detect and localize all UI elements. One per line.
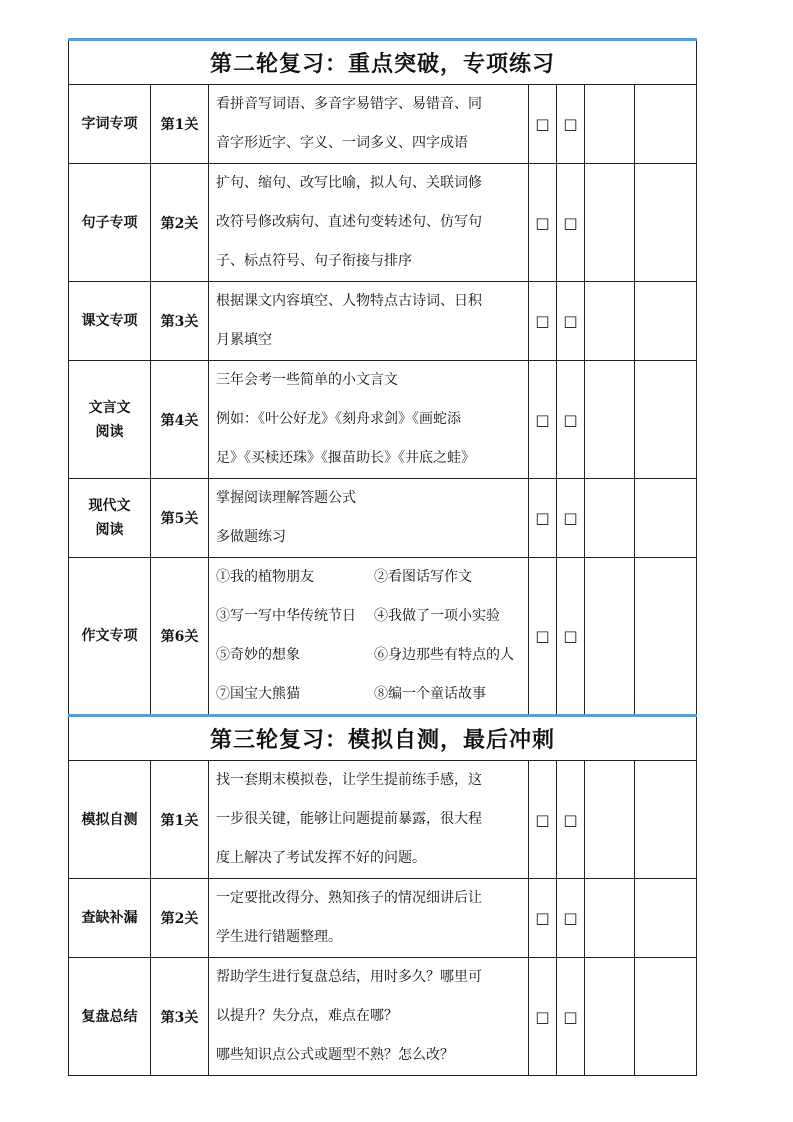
checkbox[interactable]: □: [529, 958, 557, 1076]
content-cell: [209, 879, 529, 958]
level-cell: 第2关: [151, 879, 209, 958]
checkbox[interactable]: □: [529, 558, 557, 716]
essay-topic: ⑦国宝大熊猫: [216, 686, 300, 702]
topic-pair: [216, 636, 522, 675]
content-line: 例如：《叶公好龙》《刻舟求剑》《画蛇添: [216, 411, 461, 427]
checkbox[interactable]: □: [557, 558, 585, 716]
section-title: 第三轮复习：模拟自测，最后冲刺: [69, 716, 697, 761]
essay-topic: ⑧编一个童话故事: [374, 686, 486, 702]
table-row: [69, 85, 697, 164]
table-row: [69, 479, 697, 558]
essay-topic: ⑤奇妙的想象: [216, 647, 300, 663]
essay-topic: ⑥身边那些有特点的人: [374, 647, 514, 663]
checkbox[interactable]: □: [529, 164, 557, 282]
category-label-part: 阅读: [95, 522, 124, 538]
level-cell: 第6关: [151, 558, 209, 716]
content-cell: [209, 958, 529, 1076]
checkbox[interactable]: □: [557, 164, 585, 282]
content-cell: [209, 85, 529, 164]
topic-pair: [216, 597, 522, 636]
category-cell: [69, 761, 151, 879]
checkbox[interactable]: □: [529, 761, 557, 879]
content-line: 找一套期末模拟卷，让学生提前练手感，这: [216, 772, 482, 788]
content-line: 月累填空: [216, 332, 272, 348]
table-row: [69, 282, 697, 361]
content-line: 帮助学生进行复盘总结，用时多久？哪里可: [216, 969, 482, 985]
blank-cell: [585, 761, 635, 879]
content-line: 度上解决了考试发挥不好的问题。: [216, 850, 426, 866]
level-cell: 第4关: [151, 361, 209, 479]
checkbox[interactable]: □: [529, 282, 557, 361]
content-cell: [209, 282, 529, 361]
content-cell: [209, 164, 529, 282]
section-title-row: [69, 40, 697, 85]
content-line: 看拼音写词语、多音字易错字、易错音、同: [216, 96, 482, 112]
checkbox[interactable]: □: [557, 85, 585, 164]
topic-pair: [216, 675, 522, 714]
content-line: 改符号修改病句、直述句变转述句、仿写句: [216, 214, 482, 230]
content-cell: [209, 558, 529, 716]
level-cell: 第5关: [151, 479, 209, 558]
checkbox[interactable]: □: [529, 479, 557, 558]
content-line: 根据课文内容填空、人物特点古诗词、日积: [216, 293, 482, 309]
level-cell: 第1关: [151, 85, 209, 164]
category-cell: [69, 479, 151, 558]
blank-cell: [585, 282, 635, 361]
content-line: 扩句、缩句、改写比喻，拟人句、关联词修: [216, 175, 482, 191]
table-row: [69, 361, 697, 479]
category-cell: [69, 282, 151, 361]
category-label-part: 阅读: [95, 423, 124, 440]
essay-topic: ④我做了一项小实验: [374, 608, 500, 624]
category-cell: [69, 361, 151, 479]
blank-cell: [635, 558, 697, 716]
checkbox[interactable]: □: [557, 361, 585, 479]
table-row: [69, 958, 697, 1076]
review-plan-sheet: [68, 38, 696, 1076]
content-cell: [209, 479, 529, 558]
category-label: 课文专项: [81, 313, 138, 329]
blank-cell: [585, 558, 635, 716]
category-label-part: 现代文: [88, 498, 131, 514]
table-row: [69, 761, 697, 879]
table-row: [69, 879, 697, 958]
blank-cell: [635, 164, 697, 282]
content-line: 学生进行错题整理。: [216, 929, 342, 945]
checkbox[interactable]: □: [529, 879, 557, 958]
category-label: 模拟自测: [81, 811, 138, 828]
blank-cell: [635, 361, 697, 479]
level-cell: 第2关: [151, 164, 209, 282]
checkbox[interactable]: □: [557, 761, 585, 879]
level-cell: 第1关: [151, 761, 209, 879]
topic-pair: [216, 558, 522, 597]
checkbox[interactable]: □: [557, 879, 585, 958]
category-label: 作文专项: [81, 628, 138, 644]
content-line: 掌握阅读理解答题公式: [216, 490, 356, 506]
content-line: 足》《买椟还珠》《揠苗助长》《井底之蛙》: [216, 450, 475, 466]
checkbox[interactable]: □: [557, 282, 585, 361]
blank-cell: [635, 85, 697, 164]
blank-cell: [585, 879, 635, 958]
category-label: 查缺补漏: [81, 910, 138, 926]
category-cell: [69, 164, 151, 282]
category-label: 句子专项: [81, 214, 138, 231]
category-cell: [69, 85, 151, 164]
content-line: 以提升？失分点，难点在哪？: [216, 1008, 398, 1024]
category-label-part: 文言文: [88, 399, 131, 416]
review-table: [68, 38, 697, 1076]
essay-topic: ①我的植物朋友: [216, 569, 314, 585]
table-row: [69, 164, 697, 282]
content-line: 一步很关键，能够让问题提前暴露，很大程: [216, 811, 482, 827]
blank-cell: [635, 479, 697, 558]
level-cell: 第3关: [151, 958, 209, 1076]
blank-cell: [635, 958, 697, 1076]
blank-cell: [635, 282, 697, 361]
essay-topic: ③写一写中华传统节日: [216, 608, 356, 624]
blank-cell: [635, 761, 697, 879]
content-line: 音字形近字、字义、一词多义、四字成语: [216, 135, 468, 151]
content-line: 一定要批改得分、熟知孩子的情况细讲后让: [216, 890, 482, 906]
content-line: 子、标点符号、句子衔接与排序: [216, 253, 412, 269]
section-title-row: [69, 716, 697, 761]
category-cell: [69, 879, 151, 958]
category-cell: [69, 958, 151, 1076]
blank-cell: [585, 164, 635, 282]
content-line: 三年会考一些简单的小文言文: [216, 372, 398, 388]
checkbox[interactable]: □: [557, 958, 585, 1076]
content-line: 哪些知识点公式或题型不熟？怎么改？: [216, 1047, 454, 1063]
category-label: 复盘总结: [81, 1008, 138, 1025]
blank-cell: [585, 958, 635, 1076]
blank-cell: [585, 361, 635, 479]
blank-cell: [585, 85, 635, 164]
category-label: 字词专项: [81, 116, 138, 132]
blank-cell: [585, 479, 635, 558]
checkbox[interactable]: □: [529, 361, 557, 479]
content-cell: [209, 761, 529, 879]
checkbox[interactable]: □: [557, 479, 585, 558]
blank-cell: [635, 879, 697, 958]
content-cell: [209, 361, 529, 479]
table-row: [69, 558, 697, 716]
checkbox[interactable]: □: [529, 85, 557, 164]
level-cell: 第3关: [151, 282, 209, 361]
section-title: 第二轮复习：重点突破，专项练习: [69, 40, 697, 85]
category-cell: [69, 558, 151, 716]
essay-topic: ②看图话写作文: [374, 569, 472, 585]
content-line: 多做题练习: [216, 529, 286, 545]
